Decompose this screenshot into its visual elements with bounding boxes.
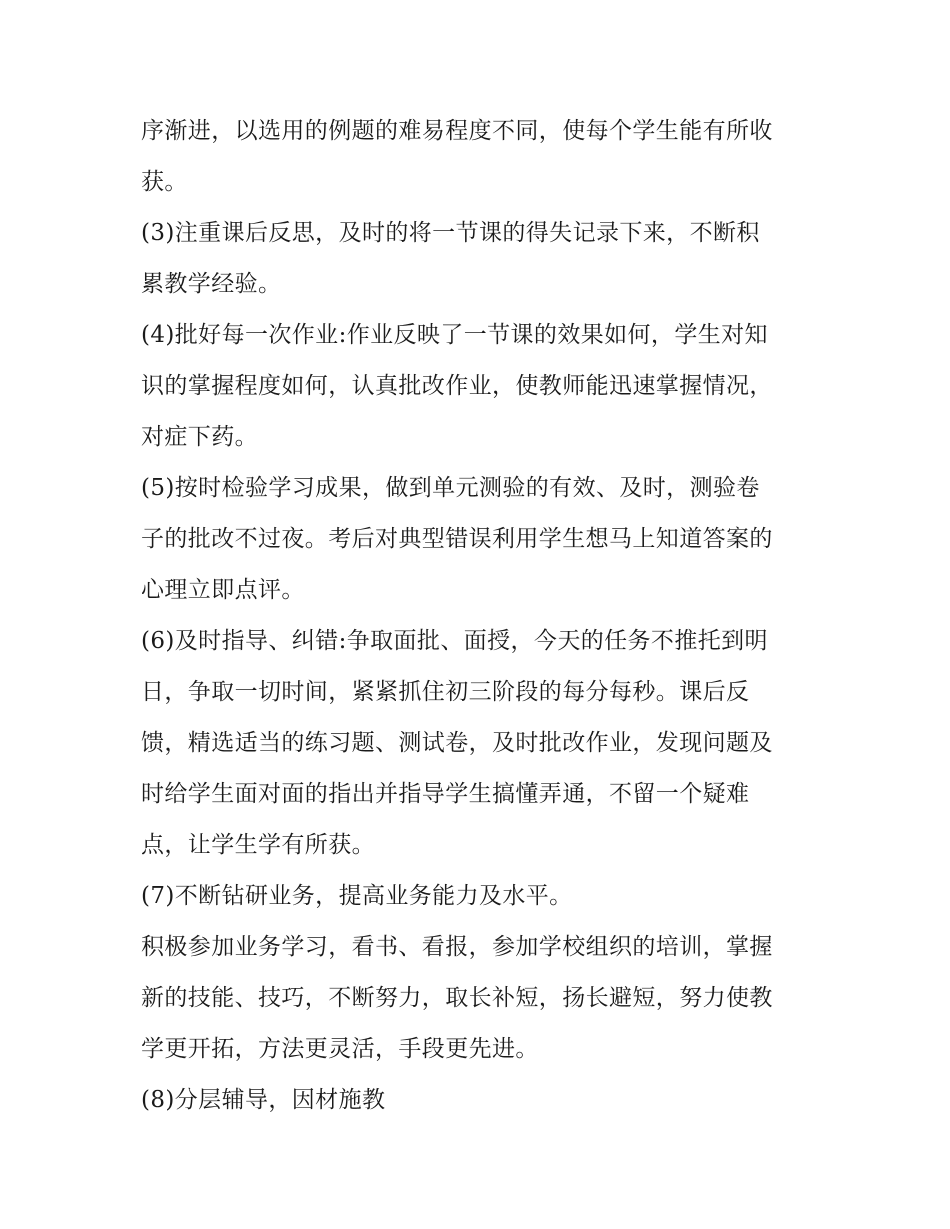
- text-line: 学更开拓，方法更灵活，手段更先进。: [141, 1036, 539, 1062]
- text-line: (6)及时指导、纠错:争取面批、面授，今天的任务不推托到明: [141, 628, 768, 654]
- text-line: (5)按时检验学习成果，做到单元测验的有效、及时，测验卷: [141, 475, 760, 501]
- text-line: 时给学生面对面的指出并指导学生搞懂弄通，不留一个疑难: [141, 781, 750, 807]
- text-line: (7)不断钻研业务，提高业务能力及水平。: [141, 883, 573, 909]
- text-line: (4)批好每一次作业:作业反映了一节课的效果如何，学生对知: [141, 322, 768, 348]
- text-line: 获。: [141, 169, 188, 195]
- text-line: 心理立即点评。: [141, 577, 305, 603]
- text-line: 识的掌握程度如何，认真批改作业，使教师能迅速掌握情况，: [141, 373, 773, 399]
- text-line: 积极参加业务学习，看书、看报，参加学校组织的培训，掌握: [141, 934, 773, 960]
- text-line: 日，争取一切时间，紧紧抓住初三阶段的每分每秒。课后反: [141, 679, 750, 705]
- text-line: 对症下药。: [141, 424, 258, 450]
- text-line: 序渐进，以选用的例题的难易程度不同，使每个学生能有所收: [141, 118, 773, 144]
- text-line: 子的批改不过夜。考后对典型错误利用学生想马上知道答案的: [141, 526, 773, 552]
- text-line: (8)分层辅导，因材施教: [141, 1087, 386, 1113]
- text-line: (3)注重课后反思，及时的将一节课的得失记录下来，不断积: [141, 220, 760, 246]
- document-body: [141, 106, 816, 1126]
- text-line: 馈，精选适当的练习题、测试卷，及时批改作业，发现问题及: [141, 730, 773, 756]
- text-line: 点，让学生学有所获。: [141, 832, 375, 858]
- text-line: 累教学经验。: [141, 271, 282, 297]
- text-line: 新的技能、技巧，不断努力，取长补短，扬长避短，努力使教: [141, 985, 773, 1011]
